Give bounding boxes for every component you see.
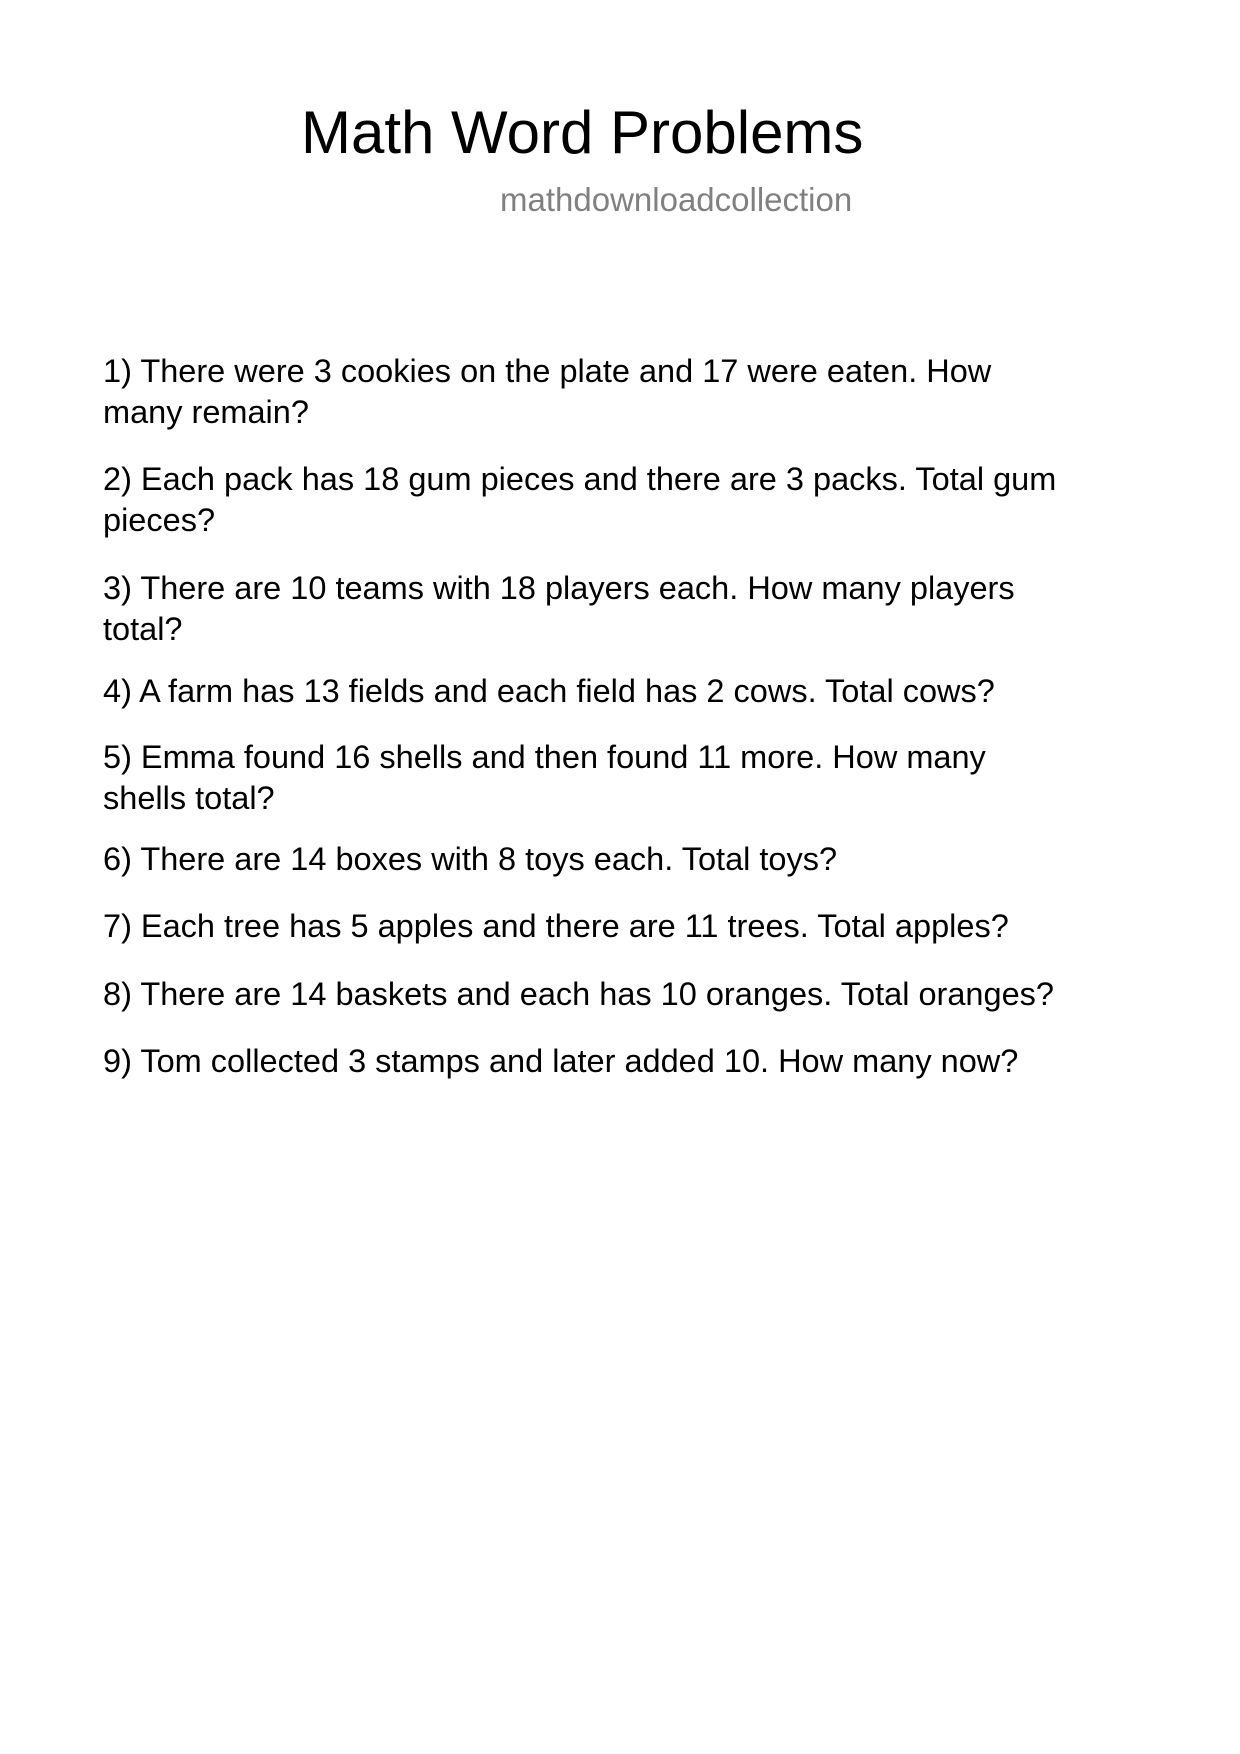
problem-item-7 (103, 906, 1163, 947)
problem-line: 1) There were 3 cookies on the plate and 17 were eaten. How (103, 353, 992, 389)
problem-line: 5) Emma found 16 shells and then found 11 more. How many (103, 739, 986, 775)
problem-line: pieces? (103, 502, 216, 538)
problem-line: 7) Each tree has 5 apples and there are 11 trees. Total apples? (103, 908, 1009, 944)
problem-line: 6) There are 14 boxes with 8 toys each. Total toys? (103, 841, 838, 877)
problem-item-1 (103, 351, 1163, 433)
problem-item-5 (103, 737, 1163, 819)
problem-line: 2) Each pack has 18 gum pieces and there are 3 packs. Total gum (103, 461, 1057, 497)
problem-item-4 (103, 671, 1163, 712)
problem-item-2 (103, 459, 1163, 541)
problem-line: 8) There are 14 baskets and each has 10 oranges. Total oranges? (103, 976, 1054, 1012)
problem-line: many remain? (103, 394, 309, 430)
problem-item-9 (103, 1041, 1163, 1082)
problem-line: 4) A farm has 13 fields and each field has 2 cows. Total cows? (103, 673, 995, 709)
problem-line: shells total? (103, 780, 275, 816)
page-subtitle: mathdownloadcollection (500, 181, 853, 218)
problem-item-8 (103, 974, 1163, 1015)
problem-line: 3) There are 10 teams with 18 players each. How many players (103, 570, 1015, 606)
problem-line: total? (103, 611, 183, 647)
problem-item-6 (103, 839, 1163, 880)
problem-item-3 (103, 568, 1163, 650)
problem-line: 9) Tom collected 3 stamps and later added 10. How many now? (103, 1043, 1019, 1079)
page-title: Math Word Problems (301, 99, 864, 166)
